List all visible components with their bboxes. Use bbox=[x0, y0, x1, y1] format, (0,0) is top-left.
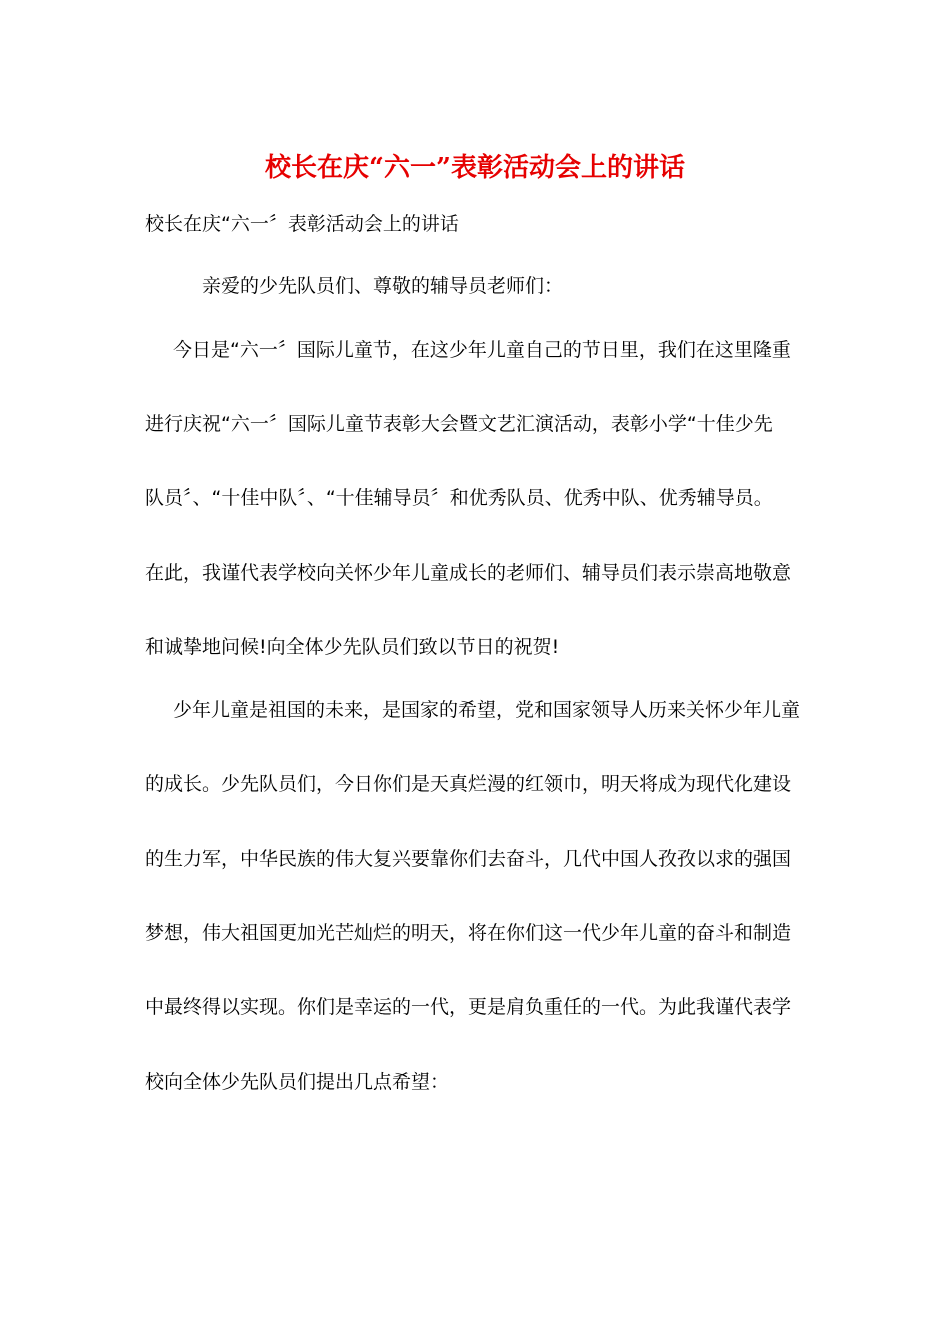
paragraph-line: 中最终得以实现。你们是幸运的一代，更是肩负重任的一代。为此我谨代表学 bbox=[145, 996, 792, 1018]
paragraph-line: 队员〞、“十佳中队〞、“十佳辅导员〞和优秀队员、优秀中队、优秀辅导员。 bbox=[145, 487, 773, 509]
document-title: 校长在庆“六一”表彰活动会上的讲话 bbox=[265, 153, 685, 183]
paragraph-line: 少年儿童是祖国的未来，是国家的希望，党和国家领导人历来关怀少年儿童 bbox=[173, 699, 801, 721]
paragraph-line: 梦想，伟大祖国更加光芒灿烂的明天，将在你们这一代少年儿童的奋斗和制造 bbox=[145, 922, 792, 944]
document-subtitle: 校长在庆“六一〞表彰活动会上的讲话 bbox=[145, 213, 459, 235]
paragraph-line: 校向全体少先队员们提出几点希望： bbox=[145, 1071, 450, 1093]
greeting: 亲爱的少先队员们、尊敬的辅导员老师们： bbox=[202, 275, 564, 297]
paragraph-line: 的生力军，中华民族的伟大复兴要靠你们去奋斗，几代中国人孜孜以求的强国 bbox=[145, 848, 792, 870]
paragraph-line: 和诚挚地问候!向全体少先队员们致以节日的祝贺! bbox=[145, 636, 560, 658]
paragraph-line: 的成长。少先队员们，今日你们是天真烂漫的红领巾，明天将成为现代化建设 bbox=[145, 773, 792, 795]
paragraph-line: 今日是“六一〞国际儿童节，在这少年儿童自己的节日里，我们在这里隆重 bbox=[173, 339, 791, 361]
paragraph-line: 进行庆祝“六一〞国际儿童节表彰大会暨文艺汇演活动，表彰小学“十佳少先 bbox=[145, 413, 773, 435]
paragraph-line: 在此，我谨代表学校向关怀少年儿童成长的老师们、辅导员们表示崇高地敬意 bbox=[145, 562, 792, 584]
